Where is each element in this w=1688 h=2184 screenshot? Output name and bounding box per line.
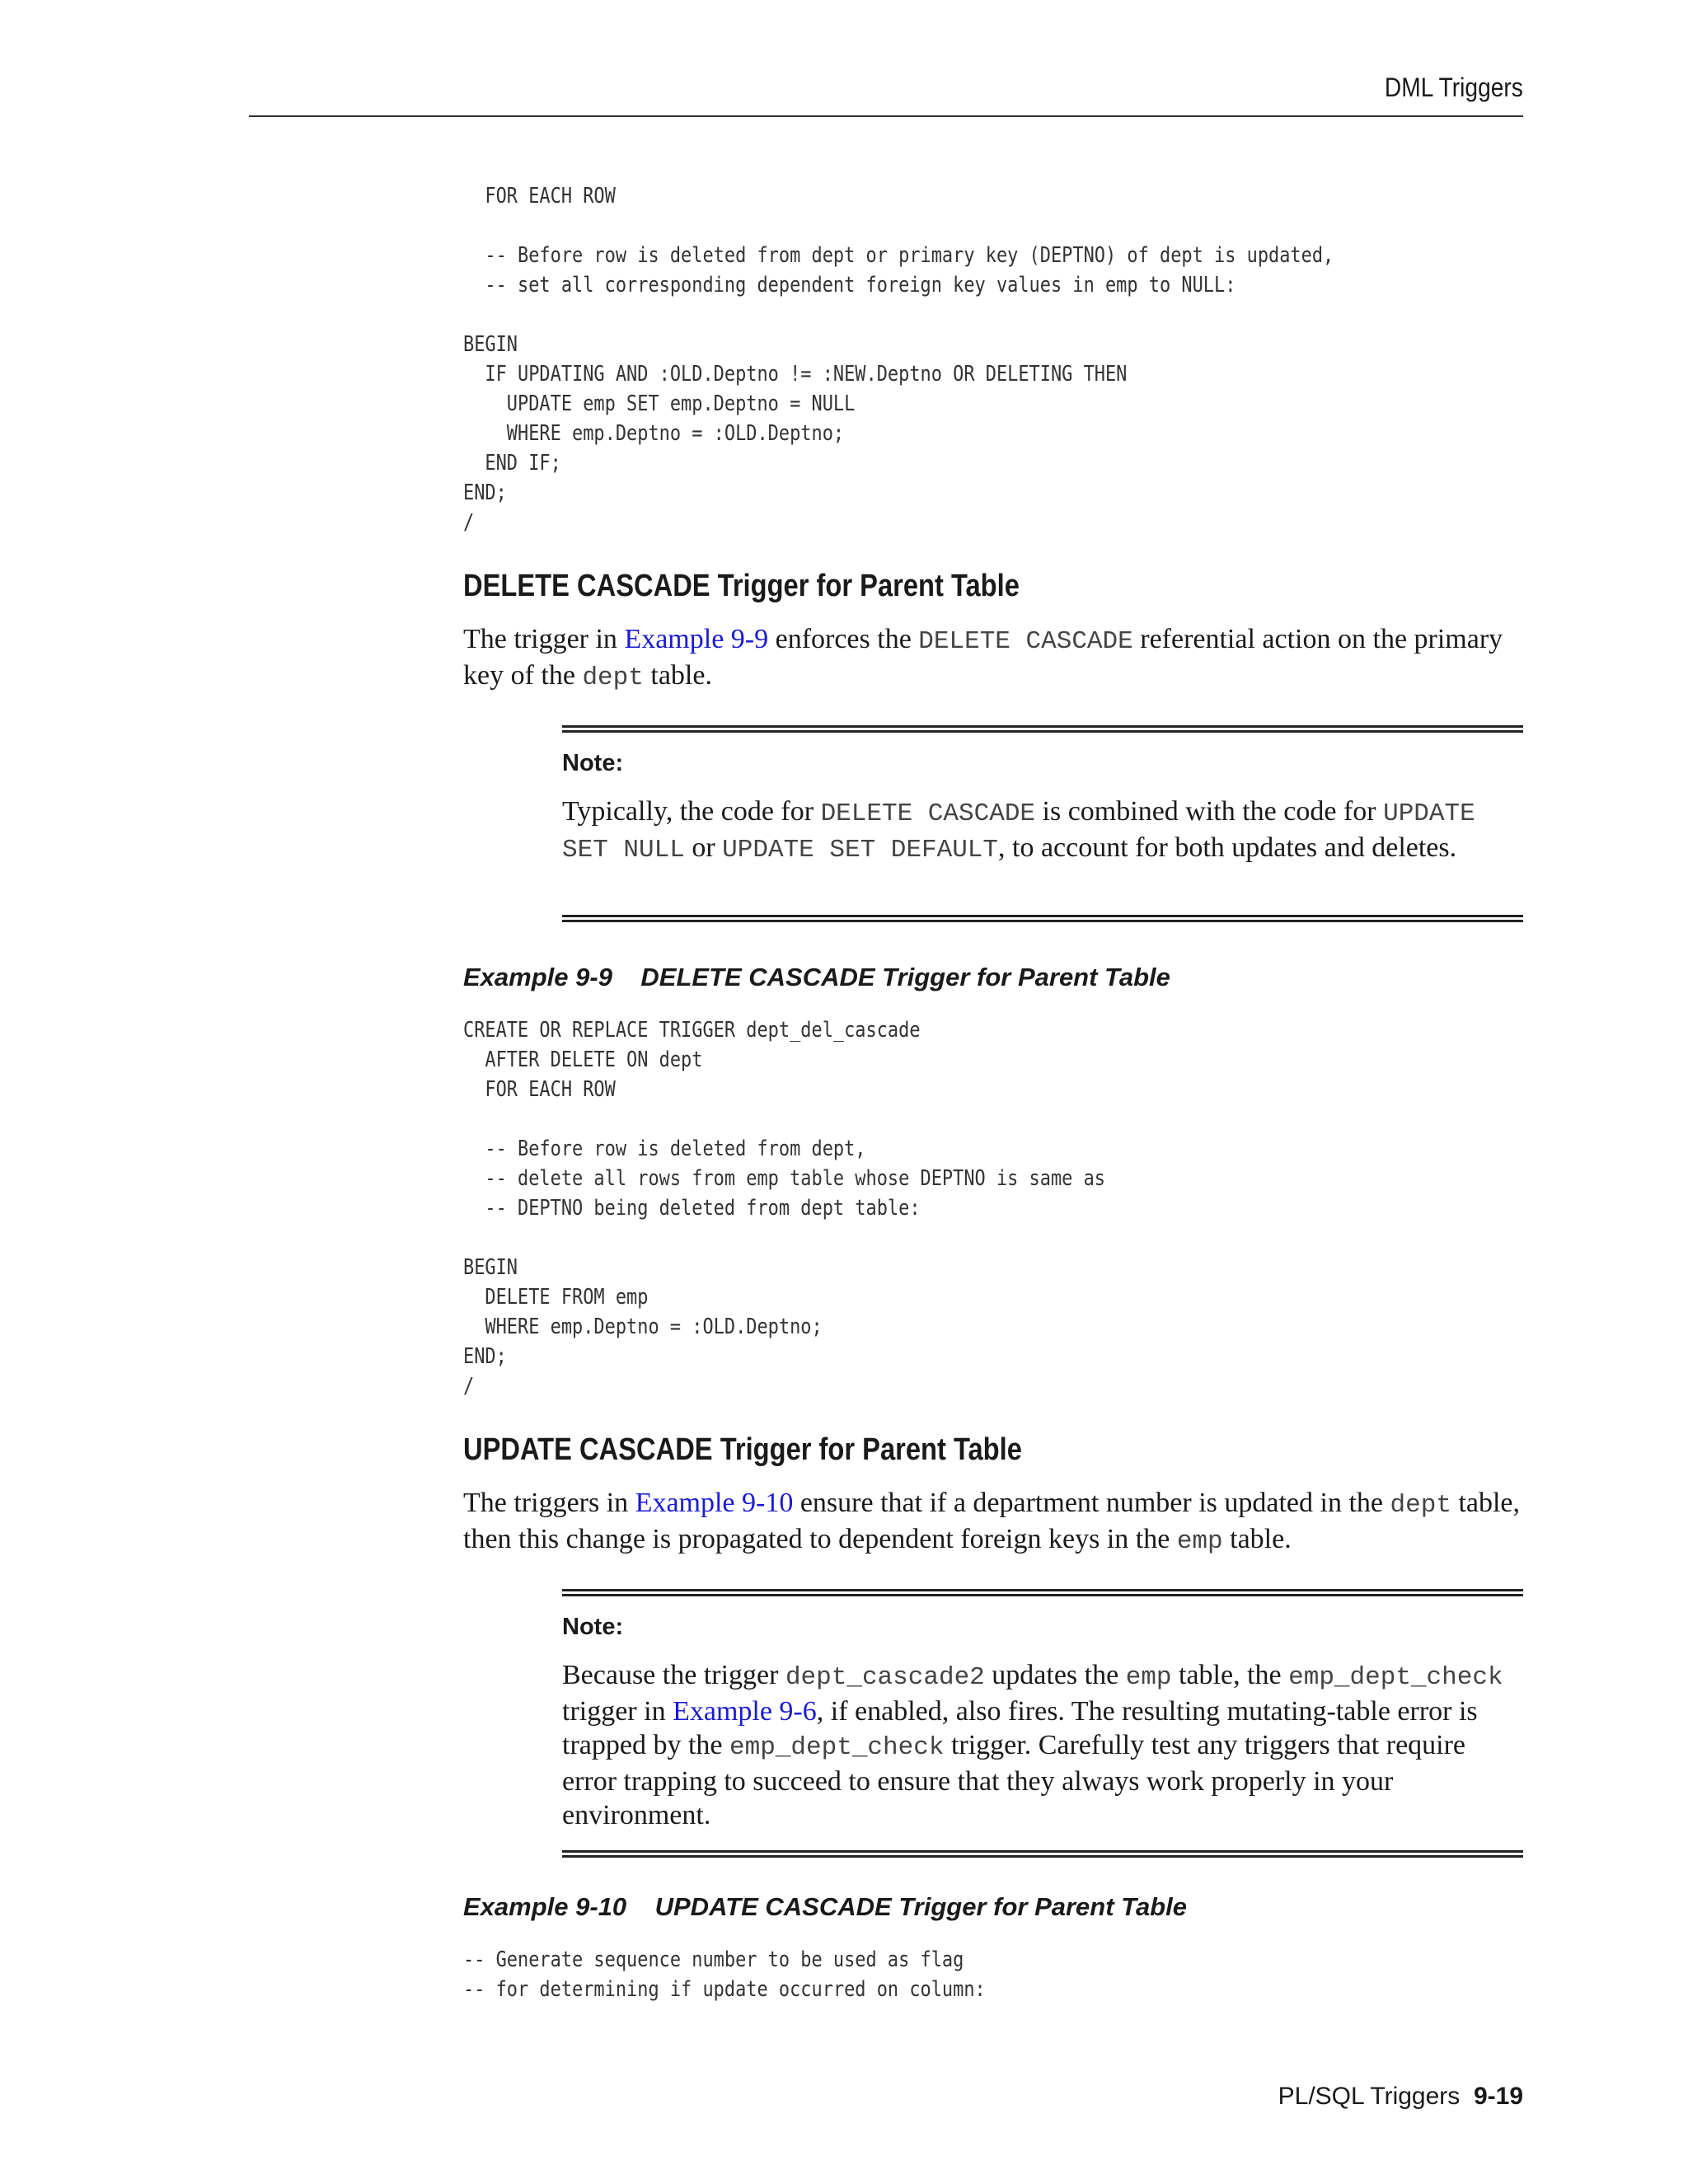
note-top-rule xyxy=(562,1589,1523,1596)
code-block-trigger-tail: FOR EACH ROW -- Before row is deleted from dept or primary key (DEPTNO) of dept is updated, -- set all corresponding dependent foreign key values in emp to NULL: BEGIN IF UPDATING AND :OLD.Deptno != :NEW.Deptno OR DELETING THEN UPDATE emp SET emp.Deptno = NULL WHERE emp.Deptno = :OLD.Deptno; END IF; END; / xyxy=(463,184,1334,535)
delete-cascade-intro: The trigger in Example 9-9 enforces the DELETE CASCADE referential action on the primary key of the dept table. xyxy=(463,624,1503,692)
header-rule xyxy=(249,115,1523,117)
example-title-9-9: Example 9-9 DELETE CASCADE Trigger for Parent Table xyxy=(463,963,1170,991)
note-text: Typically, the code for DELETE CASCADE is combined with the code for UPDATE SET NULL or UPDATE SET DEFAULT, to account for both updates and deletes. xyxy=(562,796,1475,865)
note-update-cascade xyxy=(562,1589,1523,1863)
code-block-example-9-10: -- Generate sequence number to be used as flag -- for determining if update occurred on column: xyxy=(463,1947,986,2002)
note-delete-cascade xyxy=(562,725,1523,927)
note-text: Because the trigger dept_cascade2 updates the emp table, the emp_dept_check trigger in Example 9-6, if enabled, also fires. The resulting mutating-table error is trapped by the emp_dept_check trigger. Carefully test any triggers that require error trapping to succeed to ensure that they always work properly in your environment. xyxy=(562,1660,1503,1830)
note-bottom-rule xyxy=(562,915,1523,922)
note-top-rule xyxy=(562,725,1523,733)
code-block-example-9-9: CREATE OR REPLACE TRIGGER dept_del_cascade AFTER DELETE ON dept FOR EACH ROW -- Before row is deleted from dept, -- delete all rows from emp table whose DEPTNO is same as -- DEPTNO being deleted from dept table: BEGIN DELETE FROM emp WHERE emp.Deptno = :OLD.Deptno; END; / xyxy=(463,1018,1105,1399)
note-bottom-rule xyxy=(562,1850,1523,1858)
page-number: 9-19 xyxy=(1473,2083,1523,2110)
section-heading-update-cascade: UPDATE CASCADE Trigger for Parent Table xyxy=(463,1432,1022,1467)
footer-label: PL/SQL Triggers xyxy=(1278,2083,1461,2110)
link-example-9-9[interactable]: Example 9-9 xyxy=(624,624,769,654)
note-label: Note: xyxy=(562,750,624,776)
example-title-9-10: Example 9-10 UPDATE CASCADE Trigger for Parent Table xyxy=(463,1892,1187,1921)
link-example-9-10[interactable]: Example 9-10 xyxy=(635,1488,794,1518)
section-heading-delete-cascade: DELETE CASCADE Trigger for Parent Table xyxy=(463,569,1020,603)
page-footer xyxy=(1278,2083,1523,2111)
running-header: DML Triggers xyxy=(1385,73,1523,102)
link-example-9-6[interactable]: Example 9-6 xyxy=(673,1696,817,1727)
update-cascade-intro: The triggers in Example 9-10 ensure that if a department number is updated in the dept table, then this change is propagated to dependent foreign keys in the emp table. xyxy=(463,1488,1521,1556)
note-label: Note: xyxy=(562,1614,624,1640)
